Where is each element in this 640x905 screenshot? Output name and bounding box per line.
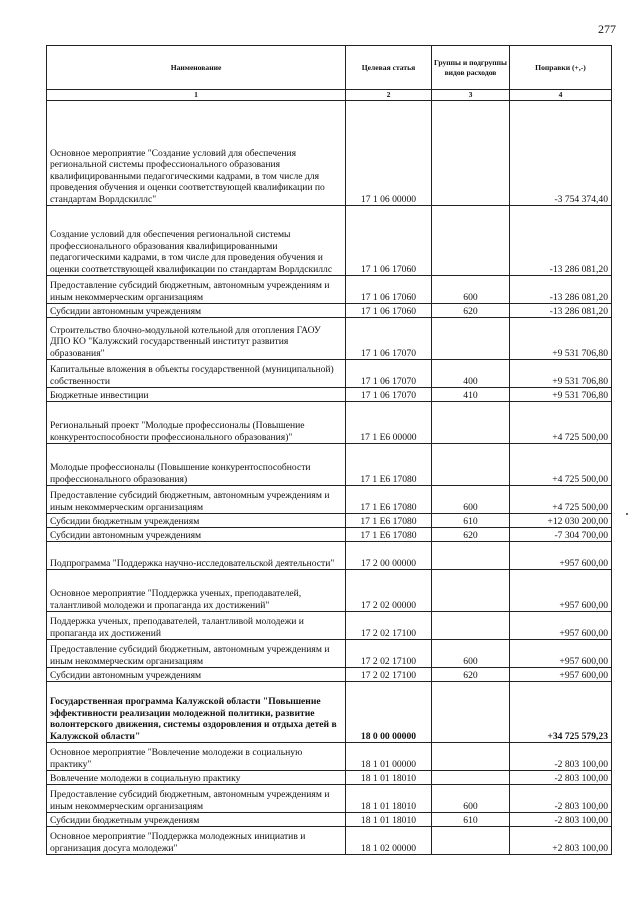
amendment-amount: -2 803 100,00: [510, 813, 612, 827]
page-number: 277: [598, 22, 616, 36]
expense-group-code: [432, 318, 510, 360]
row-name: Капитальные вложения в объекты государственной (муниципальной) собственности: [47, 360, 346, 388]
target-article-code: 18 1 01 18010: [346, 785, 432, 813]
row-name: Поддержка ученых, преподавателей, талантливой молодежи и пропаганда их достижений: [47, 612, 346, 640]
amendment-amount: -7 304 700,00: [510, 528, 612, 542]
expense-group-code: 600: [432, 785, 510, 813]
target-article-code: 17 1 06 17060: [346, 276, 432, 304]
expense-group-code: 610: [432, 514, 510, 528]
table-row: [47, 304, 612, 318]
amendment-amount: +957 600,00: [510, 668, 612, 682]
amendment-amount: +4 725 500,00: [510, 444, 612, 486]
expense-group-code: [432, 570, 510, 612]
target-article-code: 17 1 Е6 17080: [346, 444, 432, 486]
row-name: Молодые профессионалы (Повышение конкурентоспособности профессионального образования): [47, 444, 346, 486]
amendment-amount: +12 030 200,00: [510, 514, 612, 528]
expense-group-code: 600: [432, 276, 510, 304]
target-article-code: 17 2 02 17100: [346, 612, 432, 640]
table-row: [47, 444, 612, 486]
expense-group-code: [432, 612, 510, 640]
column-number: 2: [346, 90, 432, 101]
target-article-code: 18 1 01 00000: [346, 743, 432, 771]
expense-group-code: [432, 682, 510, 743]
table-row: [47, 785, 612, 813]
row-name: Основное мероприятие "Создание условий для обеспечения региональной системы профессионального образования квалифицированными педагогическими кадрами, в том числе для проведения обучения и оценки соответствующей квалификации по стандартам Ворлдскиллс": [47, 101, 346, 206]
table-row: [47, 514, 612, 528]
target-article-code: 17 1 06 00000: [346, 101, 432, 206]
header-name: Наименование: [47, 46, 346, 90]
row-name: Создание условий для обеспечения региональной системы профессионального образования квалифицированными педагогическими кадрами, в том числе для проведения обучения и оценки соответствующей квалификации по стандартам Ворлдскиллс: [47, 206, 346, 276]
header-amendments: Поправки (+,-): [510, 46, 612, 90]
row-name: Субсидии автономным учреждениям: [47, 528, 346, 542]
row-name: Региональный проект "Молодые профессионалы (Повышение конкурентоспособности профессионального образования)": [47, 402, 346, 444]
expense-group-code: 620: [432, 528, 510, 542]
amendment-amount: -13 286 081,20: [510, 276, 612, 304]
target-article-code: 18 1 02 00000: [346, 827, 432, 855]
amendment-amount: +9 531 706,80: [510, 318, 612, 360]
amendment-amount: +957 600,00: [510, 542, 612, 570]
amendment-amount: +9 531 706,80: [510, 360, 612, 388]
target-article-code: 17 1 06 17070: [346, 388, 432, 402]
expense-group-code: [432, 542, 510, 570]
expense-group-code: [432, 206, 510, 276]
expense-group-code: [432, 827, 510, 855]
table-row: [47, 318, 612, 360]
row-name: Предоставление субсидий бюджетным, автономным учреждениям и иным некоммерческим организациям: [47, 276, 346, 304]
scan-speck: [626, 513, 628, 515]
header-target-article: Целевая статья: [346, 46, 432, 90]
amendment-amount: +9 531 706,80: [510, 388, 612, 402]
column-number: 3: [432, 90, 510, 101]
header-expense-groups: Группы и подгруппы видов расходов: [432, 46, 510, 90]
row-name: Субсидии бюджетным учреждениям: [47, 514, 346, 528]
row-name: Основное мероприятие "Поддержка ученых, преподавателей, талантливой молодежи и пропаганда их достижений": [47, 570, 346, 612]
expense-group-code: [432, 444, 510, 486]
budget-amendments-table: [46, 45, 612, 855]
amendment-amount: -2 803 100,00: [510, 743, 612, 771]
amendment-amount: -13 286 081,20: [510, 206, 612, 276]
column-number: 4: [510, 90, 612, 101]
target-article-code: 17 1 Е6 17080: [346, 528, 432, 542]
table-row: [47, 276, 612, 304]
amendment-amount: +4 725 500,00: [510, 402, 612, 444]
row-name: Предоставление субсидий бюджетным, автономным учреждениям и иным некоммерческим организациям: [47, 640, 346, 668]
table-row: [47, 360, 612, 388]
amendment-amount: +957 600,00: [510, 640, 612, 668]
table-row: [47, 682, 612, 743]
target-article-code: 18 1 01 18010: [346, 771, 432, 785]
table-row: [47, 486, 612, 514]
table-row: [47, 388, 612, 402]
amendment-amount: +4 725 500,00: [510, 486, 612, 514]
target-article-code: 17 1 Е6 17080: [346, 486, 432, 514]
row-name: Бюджетные инвестиции: [47, 388, 346, 402]
column-number: 1: [47, 90, 346, 101]
table-row: [47, 570, 612, 612]
expense-group-code: 400: [432, 360, 510, 388]
row-name: Строительство блочно-модульной котельной для отопления ГАОУ ДПО КО "Калужский государственный институт развития образования": [47, 318, 346, 360]
amendment-amount: -2 803 100,00: [510, 771, 612, 785]
expense-group-code: [432, 743, 510, 771]
table-row: [47, 743, 612, 771]
amendment-amount: +957 600,00: [510, 570, 612, 612]
amendment-amount: -13 286 081,20: [510, 304, 612, 318]
amendment-amount: -3 754 374,40: [510, 101, 612, 206]
row-name: Субсидии автономным учреждениям: [47, 668, 346, 682]
table-row: [47, 813, 612, 827]
row-name: Подпрограмма "Поддержка научно-исследовательской деятельности": [47, 542, 346, 570]
target-article-code: 17 1 06 17060: [346, 304, 432, 318]
table-row: [47, 827, 612, 855]
table-row: [47, 668, 612, 682]
row-name: Вовлечение молодежи в социальную практику: [47, 771, 346, 785]
row-name: Субсидии автономным учреждениям: [47, 304, 346, 318]
target-article-code: 17 1 Е6 00000: [346, 402, 432, 444]
row-name: Субсидии бюджетным учреждениям: [47, 813, 346, 827]
column-number-row: [47, 90, 612, 101]
amendment-amount: +957 600,00: [510, 612, 612, 640]
expense-group-code: [432, 101, 510, 206]
expense-group-code: 410: [432, 388, 510, 402]
table-row: [47, 206, 612, 276]
expense-group-code: 600: [432, 640, 510, 668]
target-article-code: 17 2 02 17100: [346, 640, 432, 668]
row-name: Основное мероприятие "Вовлечение молодежи в социальную практику": [47, 743, 346, 771]
expense-group-code: 620: [432, 304, 510, 318]
amendment-amount: +2 803 100,00: [510, 827, 612, 855]
table-row: [47, 640, 612, 668]
target-article-code: 18 1 01 18010: [346, 813, 432, 827]
amendment-amount: -2 803 100,00: [510, 785, 612, 813]
amendment-amount: +34 725 579,23: [510, 682, 612, 743]
expense-group-code: [432, 402, 510, 444]
expense-group-code: [432, 771, 510, 785]
target-article-code: 17 2 00 00000: [346, 542, 432, 570]
target-article-code: 17 2 02 17100: [346, 668, 432, 682]
row-name: Основное мероприятие "Поддержка молодежных инициатив и организация досуга молодежи": [47, 827, 346, 855]
table-row: [47, 101, 612, 206]
expense-group-code: 620: [432, 668, 510, 682]
target-article-code: 17 1 06 17060: [346, 206, 432, 276]
table-row: [47, 771, 612, 785]
table-header-row: [47, 46, 612, 90]
target-article-code: 18 0 00 00000: [346, 682, 432, 743]
table-body: [47, 101, 612, 855]
target-article-code: 17 1 06 17070: [346, 318, 432, 360]
table-row: [47, 528, 612, 542]
expense-group-code: 600: [432, 486, 510, 514]
expense-group-code: 610: [432, 813, 510, 827]
target-article-code: 17 1 06 17070: [346, 360, 432, 388]
table-row: [47, 402, 612, 444]
target-article-code: 17 1 Е6 17080: [346, 514, 432, 528]
table-row: [47, 542, 612, 570]
target-article-code: 17 2 02 00000: [346, 570, 432, 612]
table-row: [47, 612, 612, 640]
row-name: Предоставление субсидий бюджетным, автономным учреждениям и иным некоммерческим организациям: [47, 785, 346, 813]
row-name: Государственная программа Калужской области "Повышение эффективности реализации молодежной политики, развитие волонтерского движения, системы оздоровления и отдыха детей в Калужской области": [47, 682, 346, 743]
row-name: Предоставление субсидий бюджетным, автономным учреждениям и иным некоммерческим организациям: [47, 486, 346, 514]
